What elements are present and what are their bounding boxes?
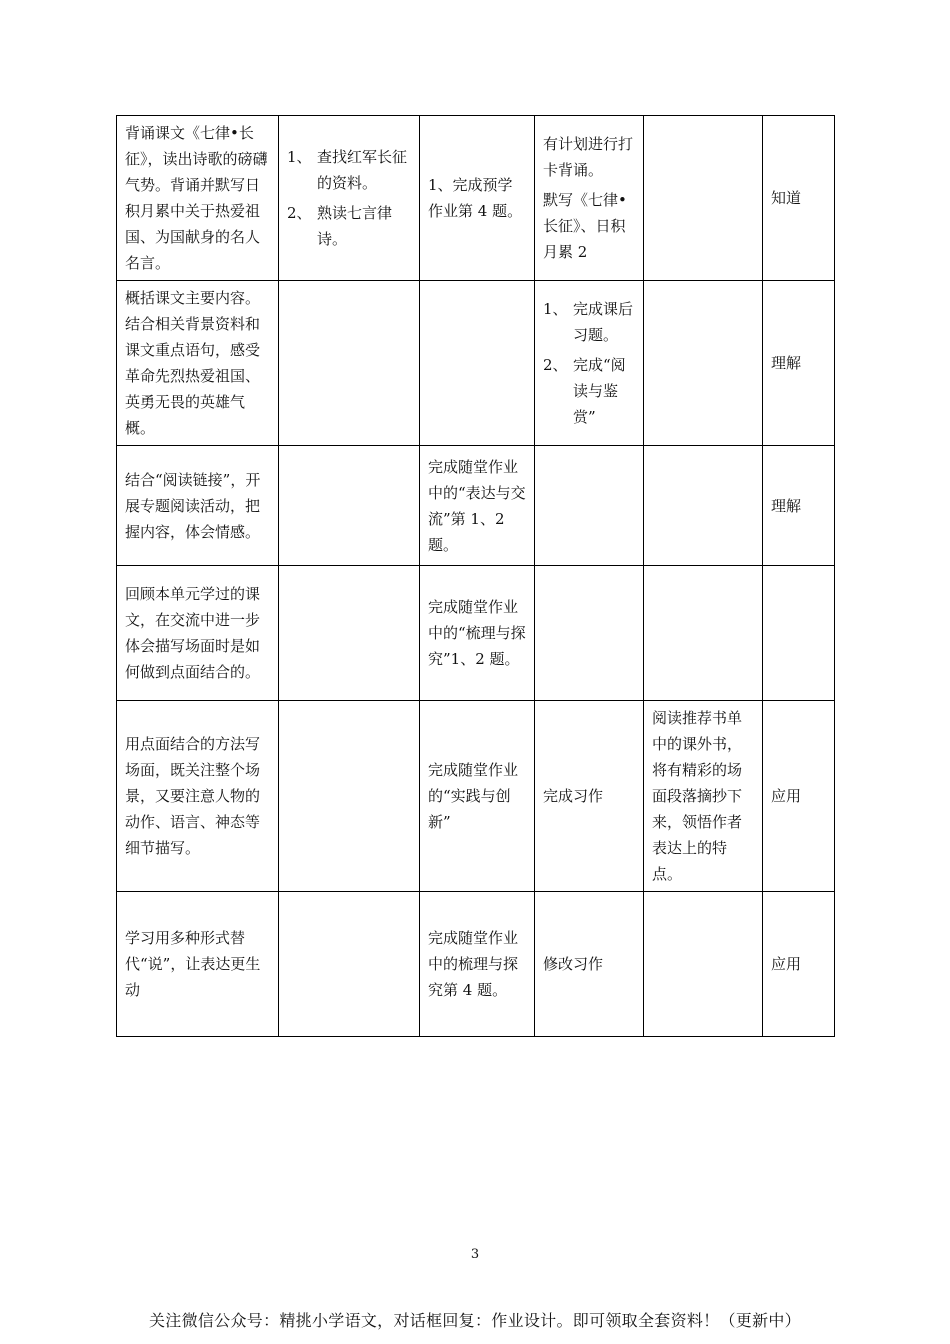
goal-cell: 概括课文主要内容。结合相关背景资料和课文重点语句，感受革命先烈热爱祖国、英勇无畏的英雄气概。 — [117, 281, 279, 446]
pre-homework-cell — [279, 281, 420, 446]
after-homework-cell: 修改习作 — [535, 892, 644, 1037]
table-row — [117, 446, 835, 566]
list-text: 完成“阅读与鉴赏” — [573, 356, 626, 426]
level-cell: 理解 — [763, 446, 835, 566]
pre-homework-cell — [279, 446, 420, 566]
list-number: 1、 — [287, 148, 312, 166]
list-text: 查找红军长征的资料。 — [317, 148, 408, 192]
page-number: 3 — [470, 1247, 480, 1262]
after-homework-cell — [535, 116, 644, 281]
after-homework-list — [543, 296, 635, 430]
table-row — [117, 701, 835, 892]
list-number: 2、 — [543, 356, 568, 374]
goal-cell: 用点面结合的方法写场面，既关注整个场景，又要注意人物的动作、语言、神态等细节描写。 — [117, 701, 279, 892]
list-text: 熟读七言律诗。 — [317, 204, 393, 248]
list-item — [543, 352, 635, 430]
list-number: 2、 — [287, 204, 312, 222]
extend-homework-cell — [644, 892, 763, 1037]
level-cell: 应用 — [763, 701, 835, 892]
after-homework-cell — [535, 281, 644, 446]
level-cell: 理解 — [763, 281, 835, 446]
level-cell: 知道 — [763, 116, 835, 281]
list-number: 1、 — [543, 300, 568, 318]
pre-homework-cell — [279, 566, 420, 701]
list-item — [287, 144, 411, 196]
homework-design-table — [116, 115, 835, 1037]
footer-promo-note: 关注微信公众号：精挑小学语文，对话框回复：作业设计。即可领取全套资料！（更新中） — [148, 1311, 801, 1330]
extend-homework-cell — [644, 281, 763, 446]
class-homework-cell: 完成随堂作业中的梳理与探究第 4 题。 — [420, 892, 535, 1037]
table-row — [117, 566, 835, 701]
extend-homework-cell: 阅读推荐书单中的课外书，将有精彩的场面段落摘抄下来，领悟作者表达上的特点。 — [644, 701, 763, 892]
extend-homework-cell — [644, 566, 763, 701]
goal-cell: 回顾本单元学过的课文，在交流中进一步体会描写场面时是如何做到点面结合的。 — [117, 566, 279, 701]
pre-homework-list — [287, 144, 411, 252]
table-row — [117, 116, 835, 281]
after-homework-cell — [535, 446, 644, 566]
list-item — [287, 200, 411, 252]
pre-homework-cell — [279, 116, 420, 281]
level-cell: 应用 — [763, 892, 835, 1037]
list-text: 完成课后习题。 — [573, 300, 634, 344]
class-homework-cell: 完成随堂作业中的“梳理与探究”1、2 题。 — [420, 566, 535, 701]
after-homework-cell: 完成习作 — [535, 701, 644, 892]
table-row — [117, 281, 835, 446]
after-homework-line: 默写《七律•长征》、日积月累 2 — [543, 191, 627, 261]
goal-cell: 学习用多种形式替代“说”，让表达更生动 — [117, 892, 279, 1037]
class-homework-cell — [420, 281, 535, 446]
level-cell — [763, 566, 835, 701]
goal-cell: 结合“阅读链接”，开展专题阅读活动，把握内容，体会情感。 — [117, 446, 279, 566]
list-item — [543, 296, 635, 348]
table-row — [117, 892, 835, 1037]
pre-homework-cell — [279, 701, 420, 892]
after-homework-line: 有计划进行打卡背诵。 — [543, 135, 634, 179]
after-homework-cell — [535, 566, 644, 701]
goal-cell: 背诵课文《七律•长征》，读出诗歌的磅礴气势。背诵并默写日积月累中关于热爱祖国、为国献身的名人名言。 — [117, 116, 279, 281]
pre-homework-cell — [279, 892, 420, 1037]
class-homework-cell: 完成随堂作业的“实践与创新” — [420, 701, 535, 892]
class-homework-cell: 1、完成预学作业第 4 题。 — [420, 116, 535, 281]
class-homework-cell: 完成随堂作业中的“表达与交流”第 1、2 题。 — [420, 446, 535, 566]
extend-homework-cell — [644, 446, 763, 566]
extend-homework-cell — [644, 116, 763, 281]
